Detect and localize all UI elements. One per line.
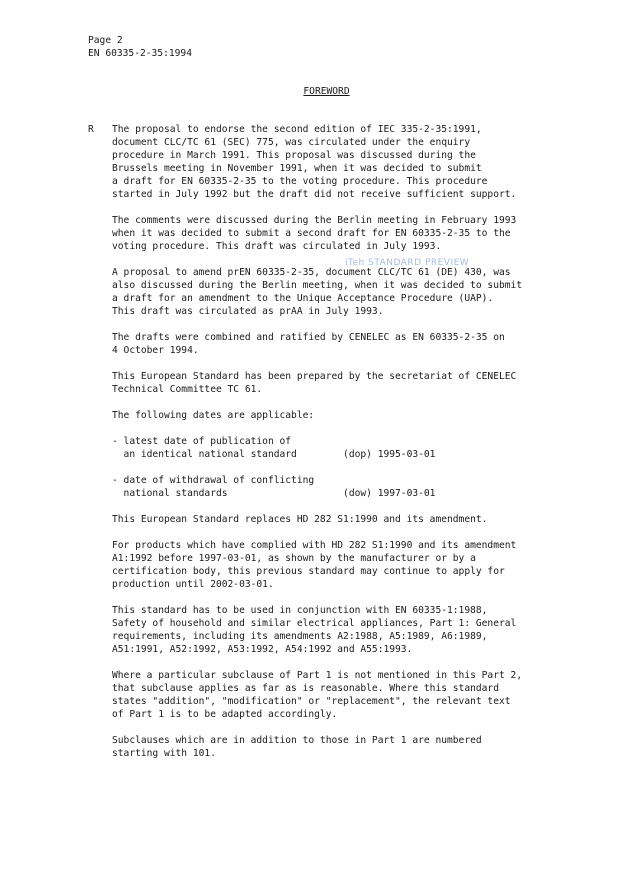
foreword-body [112, 123, 552, 773]
paragraph-line: The comments were discussed during the Berlin meeting in February 1993 [112, 215, 517, 226]
paragraph-line: also discussed during the Berlin meeting, when it was decided to submit [112, 280, 523, 291]
paragraph-line: of Part 1 is to be adapted accordingly. [112, 709, 338, 720]
paragraph-line: starting with 101. [112, 748, 216, 759]
paragraph-line: started in July 1992 but the draft did not receive sufficient support. [112, 189, 517, 200]
paragraph-line: Subclauses which are in addition to those in Part 1 are numbered [112, 735, 482, 746]
date-entry [112, 435, 552, 461]
paragraph-line: voting procedure. This draft was circulated in July 1993. [112, 241, 442, 252]
paragraph-line: Technical Committee TC 61. [112, 384, 263, 395]
paragraph [112, 409, 552, 422]
paragraph-line: 4 October 1994. [112, 345, 199, 356]
standard-identifier: EN 60335-2-35:1994 [88, 48, 192, 59]
paragraph [112, 266, 552, 318]
paragraph [112, 214, 552, 253]
paragraph-line: A51:1991, A52:1992, A53:1992, A54:1992 and A55:1993. [112, 644, 413, 655]
paragraph-line: This standard has to be used in conjunction with EN 60335-1:1988, [112, 605, 488, 616]
paragraph-line: Where a particular subclause of Part 1 is not mentioned in this Part 2, [112, 670, 523, 681]
paragraph [112, 669, 552, 721]
paragraph-line: The proposal to endorse the second edition of IEC 335-2-35:1991, [112, 124, 482, 135]
paragraph [112, 331, 552, 357]
paragraph-line: states "addition", "modification" or "replacement", the relevant text [112, 696, 511, 707]
paragraph-line: Safety of household and similar electrical appliances, Part 1: General [112, 618, 517, 629]
paragraph-line: a draft for EN 60335-2-35 to the voting procedure. This procedure [112, 176, 488, 187]
page-title: FOREWORD [303, 86, 350, 97]
paragraph-line: a draft for an amendment to the Unique Acceptance Procedure (UAP). [112, 293, 494, 304]
paragraph [112, 123, 552, 201]
paragraph-line: when it was decided to submit a second draft for EN 60335-2-35 to the [112, 228, 511, 239]
paragraph-line: production until 2002-03-01. [112, 579, 274, 590]
paragraph-line: procedure in March 1991. This proposal was discussed during the [112, 150, 476, 161]
paragraph [112, 370, 552, 396]
paragraph-line: This European Standard has been prepared by the secretariat of CENELEC [112, 371, 517, 382]
page-header [88, 34, 192, 60]
date-entry-detail: an identical national standard (dop) 1995-03-01 [112, 449, 436, 460]
paragraph-line: This draft was circulated as prAA in July 1993. [112, 306, 384, 317]
date-entry-label: - latest date of publication of [112, 436, 292, 447]
paragraph [112, 734, 552, 760]
paragraph-line: that subclause applies as far as is reasonable. Where this standard [112, 683, 499, 694]
watermark: iTeh STANDARD PREVIEW [345, 258, 470, 268]
paragraph-line: A proposal to amend prEN 60335-2-35, document CLC/TC 61 (DE) 430, was [112, 267, 511, 278]
paragraph-line: Brussels meeting in November 1991, when it was decided to submit [112, 163, 482, 174]
paragraph-line: This European Standard replaces HD 282 S1:1990 and its amendment. [112, 514, 488, 525]
paragraph [112, 539, 552, 591]
date-entry [112, 474, 552, 500]
paragraph-line: certification body, this previous standard may continue to apply for [112, 566, 505, 577]
paragraph-line: A1:1992 before 1997-03-01, as shown by the manufacturer or by a [112, 553, 476, 564]
paragraph-line: For products which have complied with HD 282 S1:1990 and its amendment [112, 540, 517, 551]
date-entry-detail: national standards (dow) 1997-03-01 [112, 488, 436, 499]
paragraph-line: document CLC/TC 61 (SEC) 775, was circulated under the enquiry [112, 137, 471, 148]
page-number: Page 2 [88, 35, 123, 46]
paragraph [112, 513, 552, 526]
paragraph-line: The drafts were combined and ratified by CENELEC as EN 60335-2-35 on [112, 332, 505, 343]
paragraph-line: The following dates are applicable: [112, 410, 315, 421]
date-entry-label: - date of withdrawal of conflicting [112, 475, 315, 486]
paragraph [112, 604, 552, 656]
revision-marker: R [88, 124, 94, 135]
paragraph-line: requirements, including its amendments A2:1988, A5:1989, A6:1989, [112, 631, 488, 642]
